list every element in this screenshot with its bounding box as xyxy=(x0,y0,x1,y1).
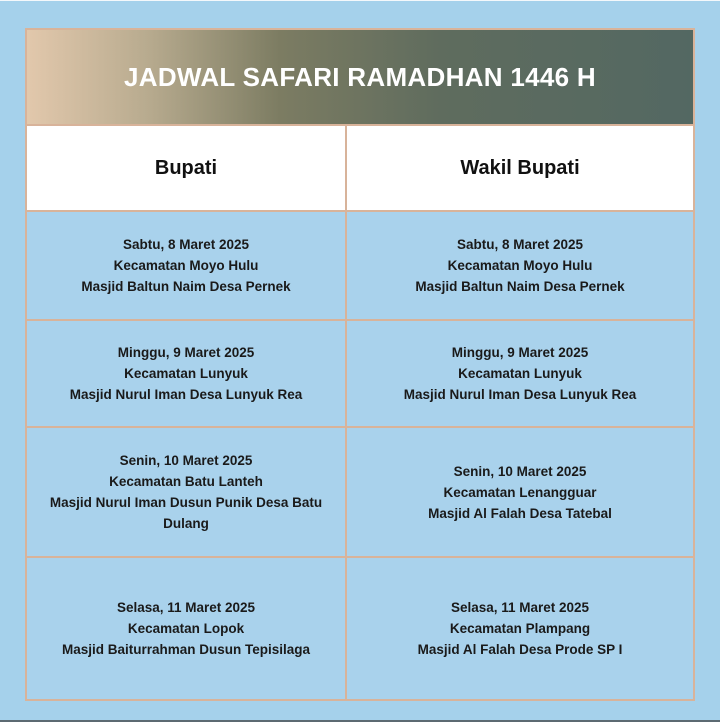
table-header-row xyxy=(27,126,693,212)
schedule-kecamatan: Kecamatan Lunyuk xyxy=(458,366,582,381)
schedule-date: Senin, 10 Maret 2025 xyxy=(453,463,587,479)
wakil-bupati-schedule-cell xyxy=(347,321,693,426)
table-row xyxy=(27,428,693,558)
schedule-date: Sabtu, 8 Maret 2025 xyxy=(456,237,584,252)
table-row xyxy=(27,558,693,699)
schedule-masjid: Masjid Baltun Naim Desa Pernek xyxy=(81,279,291,294)
schedule-date: Minggu, 9 Maret 2025 xyxy=(117,345,255,360)
title-banner xyxy=(27,30,693,126)
schedule-date: Selasa, 11 Maret 2025 xyxy=(116,600,256,615)
column-header-bupati: Bupati xyxy=(27,126,347,210)
bupati-schedule-cell xyxy=(27,321,347,426)
schedule-date: Senin, 10 Maret 2025 xyxy=(119,453,253,468)
column-header-wakil-bupati: Wakil Bupati xyxy=(460,156,580,179)
schedule-masjid: Masjid Nurul Iman Dusun Punik Desa Batu Dulang xyxy=(49,495,323,531)
schedule-date: Selasa, 11 Maret 2025 xyxy=(450,600,590,615)
schedule-masjid: Masjid Al Falah Desa Prode SP I xyxy=(417,642,623,657)
schedule-masjid: Masjid Baiturrahman Dusun Tepisilaga xyxy=(61,642,311,657)
bupati-schedule-cell xyxy=(27,558,347,699)
wakil-bupati-schedule-cell xyxy=(347,212,693,319)
schedule-table xyxy=(25,28,695,701)
bupati-schedule-cell xyxy=(27,428,347,556)
schedule-masjid: Masjid Baltun Naim Desa Pernek xyxy=(415,279,625,294)
table-row xyxy=(27,212,693,321)
schedule-kecamatan: Kecamatan Moyo Hulu xyxy=(113,258,259,273)
schedule-kecamatan: Kecamatan Moyo Hulu xyxy=(447,258,593,273)
schedule-masjid: Masjid Al Falah Desa Tatebal xyxy=(428,505,612,521)
schedule-kecamatan: Kecamatan Lopok xyxy=(127,621,245,636)
schedule-kecamatan: Kecamatan Batu Lanteh xyxy=(109,474,263,489)
schedule-date: Sabtu, 8 Maret 2025 xyxy=(122,237,250,252)
schedule-masjid: Masjid Nurul Iman Desa Lunyuk Rea xyxy=(403,387,637,402)
schedule-date: Minggu, 9 Maret 2025 xyxy=(451,345,589,360)
schedule-kecamatan: Kecamatan Lunyuk xyxy=(124,366,248,381)
wakil-bupati-schedule-cell xyxy=(347,428,693,556)
schedule-masjid: Masjid Nurul Iman Desa Lunyuk Rea xyxy=(69,387,303,402)
table-row xyxy=(27,321,693,428)
schedule-kecamatan: Kecamatan Plampang xyxy=(449,621,591,636)
schedule-kecamatan: Kecamatan Lenangguar xyxy=(443,484,597,500)
page-title: JADWAL SAFARI RAMADHAN 1446 H xyxy=(124,61,596,92)
bupati-schedule-cell xyxy=(27,212,347,319)
wakil-bupati-schedule-cell xyxy=(347,558,693,699)
